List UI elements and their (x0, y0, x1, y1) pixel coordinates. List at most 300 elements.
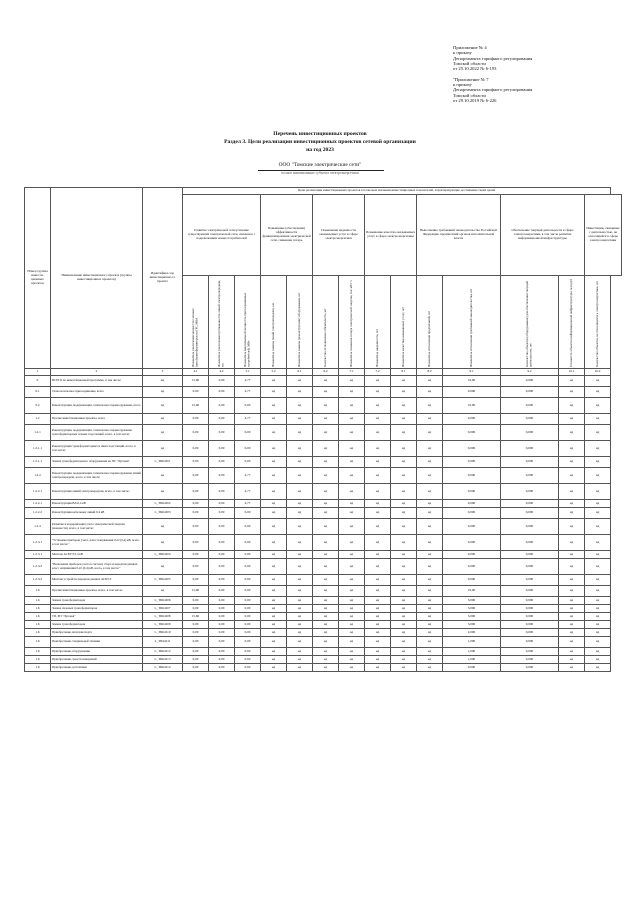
header-indicator (585, 276, 611, 369)
row-value: нд (287, 656, 313, 664)
row-value: 15,60 (183, 586, 209, 597)
row-value: нд (559, 613, 585, 621)
row-value: нд (339, 508, 365, 519)
table-row (25, 376, 622, 387)
row-value: нд (559, 387, 585, 398)
row-value: нд (365, 656, 391, 664)
row-value: 0,00 (235, 425, 261, 441)
row-value: нд (339, 575, 365, 586)
row-value: 19,00 (443, 376, 501, 387)
row-value: 19,00 (443, 398, 501, 414)
row-value: 0,00 (183, 519, 209, 535)
approval-header (453, 45, 633, 103)
table-row (25, 621, 622, 629)
row-value: 3,000 (443, 605, 501, 613)
row-value: нд (559, 484, 585, 500)
row-value: нд (313, 468, 339, 484)
row-value: нд (559, 468, 585, 484)
row-value: нд (261, 484, 287, 500)
header-indicator-label: Показатель увеличения протяженности линий электропередачи, км (216, 280, 225, 367)
row-value: 0,00 (235, 664, 261, 672)
row-value: нд (313, 457, 339, 468)
header-line: Томской области (453, 92, 486, 98)
row-number: 1.2.3.2 (25, 575, 51, 586)
row-value: нд (391, 484, 417, 500)
row-value: 0,000 (443, 508, 501, 519)
header-indicator (183, 276, 209, 369)
row-value: нд (585, 559, 611, 575)
row-number: 1.2.3.2 (25, 559, 51, 575)
row-value: 0,00 (183, 621, 209, 629)
row-value: нд (339, 441, 365, 457)
row-value: 0,00 (183, 648, 209, 656)
row-value: 0,00 (235, 559, 261, 575)
row-value: 0,00 (209, 484, 235, 500)
row-value: 0,00 (209, 629, 235, 637)
row-value: нд (417, 637, 443, 648)
row-value: нд (391, 664, 417, 672)
row-value: нд (313, 484, 339, 500)
column-number: 4.2 (209, 369, 235, 376)
row-value: 0,000 (501, 597, 559, 605)
row-value: 0,000 (443, 519, 501, 535)
row-value: нд (365, 484, 391, 500)
row-value: 0,000 (443, 425, 501, 441)
row-value: нд (313, 425, 339, 441)
row-id: L_TRKO08 (143, 613, 183, 621)
row-value: нд (417, 468, 443, 484)
table-row (25, 551, 622, 559)
table-row (25, 500, 622, 508)
row-value: 0,00 (235, 629, 261, 637)
row-name: Реконструкция, модернизация, техническое перевооружение линий электропередачи, всего, в том числе: (51, 468, 143, 484)
header-indicator-label: Показатель замены (реконструкции) оборудования, шт (296, 292, 301, 367)
row-value: нд (313, 637, 339, 648)
row-value: 0,00 (183, 575, 209, 586)
row-value: нд (339, 648, 365, 656)
column-number: 8.1 (391, 369, 417, 376)
row-value: нд (339, 376, 365, 387)
row-value: 0,00 (209, 457, 235, 468)
row-id: нд (143, 559, 183, 575)
row-value: нд (287, 551, 313, 559)
row-value: нд (585, 629, 611, 637)
row-value: нд (261, 441, 287, 457)
row-value: нд (559, 621, 585, 629)
row-value: 0,000 (501, 398, 559, 414)
row-value: нд (585, 398, 611, 414)
row-value: 1,000 (443, 637, 501, 648)
row-value: 0,00 (209, 605, 235, 613)
row-value: нд (313, 664, 339, 672)
header-line: к приказу (453, 50, 472, 56)
row-value: 0,000 (443, 387, 501, 398)
row-value: нд (261, 508, 287, 519)
row-value: нд (417, 664, 443, 672)
header-indicator-label: Количество исполненных обязательств, шт (322, 308, 327, 367)
row-value: нд (391, 621, 417, 629)
row-value: 0,00 (235, 637, 261, 648)
row-number: 1.2 (25, 414, 51, 425)
row-value: нд (417, 519, 443, 535)
organization-caption: полное наименование субъекта электроэнергетики (281, 171, 359, 175)
doc-title-3: на год 2023 (306, 147, 334, 153)
header-indicator (287, 276, 313, 369)
row-value: нд (339, 500, 365, 508)
row-value: нд (287, 664, 313, 672)
row-value: нд (287, 398, 313, 414)
row-name: Реконструкция, модернизация, техническое перевооружение трансформаторных и иных подстанций, всего, в том числе: (51, 425, 143, 441)
row-value: 0,00 (209, 621, 235, 629)
row-value: нд (559, 586, 585, 597)
row-name: Реконструкция ВЛ-0,4 кВ (51, 500, 143, 508)
row-name: "Установка приборов учета, класс напряжения 0,22 (0,4) кВ, всего, в том числе:" (51, 535, 143, 551)
row-id: нд (143, 535, 183, 551)
row-value: нд (585, 519, 611, 535)
row-value: нд (417, 648, 443, 656)
header-line: "Приложение № 7 (453, 76, 489, 82)
row-number: 1.6 (25, 648, 51, 656)
row-name: Замена трансформаторного оборудования на ПС "Луговая" (51, 457, 143, 468)
row-id: нд (143, 484, 183, 500)
column-number: 6.1 (287, 369, 313, 376)
header-group: Выполнение требований законодательства Российской Федерации, предписаний органов исполнительной власти (417, 195, 501, 276)
doc-title-1: Перечень инвестиционных проектов (273, 131, 367, 137)
row-value: нд (287, 484, 313, 500)
row-id: L_TRKO06 (143, 597, 183, 605)
row-id: нд (143, 519, 183, 535)
row-value: 0,000 (501, 551, 559, 559)
row-value: 0,000 (443, 551, 501, 559)
row-number: 1.2.1 (25, 425, 51, 441)
row-value: нд (417, 500, 443, 508)
row-value: 5,000 (443, 613, 501, 621)
header-line: Департамента тарифного регулирования (453, 87, 533, 93)
header-col-id: Идентифика-тор инвестиционно-го проекта (143, 188, 183, 369)
table-row (25, 457, 622, 468)
row-number: 1.6 (25, 605, 51, 613)
row-value: нд (391, 648, 417, 656)
row-id: нд (143, 376, 183, 387)
row-value: нд (391, 519, 417, 535)
row-value: 0,000 (443, 500, 501, 508)
row-name: "Включение приборов учета в систему сбора и передачи данных, класс напряжения 0,22 (0,4) кВ, всего, в том числе:" (51, 559, 143, 575)
row-value: нд (391, 629, 417, 637)
row-value: нд (417, 613, 443, 621)
row-value: нд (287, 425, 313, 441)
row-value: нд (365, 468, 391, 484)
row-value: нд (313, 551, 339, 559)
row-number: 0 (25, 376, 51, 387)
header-group: Повышение качества оказываемых услуг в сфере электроэнергетики (365, 195, 417, 276)
column-number: 1 (25, 369, 51, 376)
row-value: 4,77 (235, 387, 261, 398)
header-indicator-label: Показатель исполнения предписаний, шт (426, 311, 431, 367)
row-value: нд (313, 586, 339, 597)
row-value: 0,000 (501, 559, 559, 575)
row-id: L_TRKO03 (143, 508, 183, 519)
row-value: нд (261, 597, 287, 605)
row-value: 1,000 (443, 656, 501, 664)
header-indicator-label: Показатель исполнения требований законодательства, шт (468, 288, 473, 367)
header-indicator (339, 276, 365, 369)
row-id: нд (143, 468, 183, 484)
row-value: нд (585, 414, 611, 425)
row-name: Приобретение оргтехники (51, 664, 143, 672)
row-value: нд (313, 508, 339, 519)
row-id: L_TRKO10 (143, 629, 183, 637)
row-value: нд (417, 376, 443, 387)
row-value: 0,00 (235, 508, 261, 519)
row-value: нд (261, 629, 287, 637)
row-value: нд (559, 637, 585, 648)
header-col-num: Номер группы инвести-ционных проектов (25, 188, 51, 369)
row-id: нд (143, 441, 183, 457)
row-value: нд (339, 551, 365, 559)
table-row (25, 605, 622, 613)
row-name: Монтаж АСКУЭ 0,4 кВ (51, 551, 143, 559)
row-value: нд (313, 441, 339, 457)
column-number: 8.2 (417, 369, 443, 376)
row-value: нд (261, 575, 287, 586)
table-row (25, 519, 622, 535)
header-group: Развитие электрической сети/усиление существующей электрической сети, связанное с подключением новых потребителей (183, 195, 261, 276)
row-number: 1.2.2.1 (25, 500, 51, 508)
row-value: 0,000 (501, 508, 559, 519)
column-number: 9.1 (443, 369, 501, 376)
row-value: нд (585, 457, 611, 468)
row-value: нд (287, 500, 313, 508)
row-id: L_TRKO11 (143, 637, 183, 648)
row-value: 3,000 (443, 621, 501, 629)
table-row (25, 597, 622, 605)
row-value: нд (417, 441, 443, 457)
row-value: 0,000 (501, 621, 559, 629)
row-value: нд (313, 629, 339, 637)
row-value: нд (585, 664, 611, 672)
row-value: нд (287, 387, 313, 398)
row-number: 0.2 (25, 398, 51, 414)
row-value: нд (391, 508, 417, 519)
row-value: нд (339, 535, 365, 551)
row-id: L_TRKO13 (143, 656, 183, 664)
row-value: нд (365, 629, 391, 637)
row-name: Технологическое присоединение, всего (51, 387, 143, 398)
row-value: нд (585, 637, 611, 648)
row-value: нд (417, 575, 443, 586)
row-value: нд (391, 398, 417, 414)
row-number: 1.6 (25, 664, 51, 672)
row-value: 0,00 (235, 656, 261, 664)
row-value: 0,000 (501, 414, 559, 425)
row-value: нд (339, 586, 365, 597)
row-value: 0,00 (183, 468, 209, 484)
column-number: 5.1 (235, 369, 261, 376)
row-value: нд (287, 613, 313, 621)
table-row (25, 484, 622, 500)
row-value: нд (585, 387, 611, 398)
row-value: 0,00 (209, 575, 235, 586)
table-row (25, 637, 622, 648)
row-number: 1.6 (25, 613, 51, 621)
header-line: Приложение № 4 (453, 45, 487, 50)
row-value: 0,00 (183, 551, 209, 559)
row-id: L_TRKO07 (143, 605, 183, 613)
row-value: нд (559, 535, 585, 551)
row-name: Реконструкция линий электропередачи, всего, в том числе: (51, 484, 143, 500)
row-name: Замена трансформаторов (51, 597, 143, 605)
row-value: 0,000 (501, 629, 559, 637)
header-indicator (501, 276, 559, 369)
row-value: нд (287, 468, 313, 484)
row-number: 1.2.3.1 (25, 535, 51, 551)
header-line: от 29.10.2019 № 6-226 (453, 97, 497, 103)
row-value: нд (391, 376, 417, 387)
row-value: 0,000 (443, 575, 501, 586)
row-value: нд (287, 597, 313, 605)
column-number: 2 (51, 369, 143, 376)
header-indicator-label: Показатель надежности, шт (374, 329, 379, 367)
row-value: нд (339, 484, 365, 500)
row-value: нд (339, 414, 365, 425)
row-value: нд (365, 575, 391, 586)
row-value: нд (559, 656, 585, 664)
row-value: нд (287, 629, 313, 637)
row-value: нд (339, 621, 365, 629)
row-name: Монтаж устройств передачи данных АСКУЭ (51, 575, 143, 586)
row-value: нд (559, 508, 585, 519)
row-value: 0,000 (501, 484, 559, 500)
goals-table (24, 187, 622, 672)
column-number: 7.1 (339, 369, 365, 376)
row-value: нд (313, 613, 339, 621)
row-value: 0,000 (501, 535, 559, 551)
row-value: нд (417, 586, 443, 597)
row-value: 0,00 (235, 613, 261, 621)
row-value: 0,00 (209, 376, 235, 387)
row-value: 0,00 (209, 664, 235, 672)
header-indicator-label: Показатель снижения потерь электрической энергии, тыс.кВт·ч (348, 280, 353, 367)
row-value: 0,00 (183, 387, 209, 398)
row-value: нд (559, 441, 585, 457)
row-value: нд (559, 597, 585, 605)
row-value: нд (559, 414, 585, 425)
table-row (25, 613, 622, 621)
header-line: к приказу (453, 82, 472, 88)
row-value: 0,00 (209, 613, 235, 621)
row-value: нд (559, 398, 585, 414)
row-value: нд (313, 376, 339, 387)
row-number: 1.2.3 (25, 519, 51, 535)
row-value: 0,00 (235, 575, 261, 586)
column-number: 4.1 (183, 369, 209, 376)
row-value: нд (287, 621, 313, 629)
row-value: 0,000 (501, 575, 559, 586)
row-value: нд (559, 500, 585, 508)
row-value: нд (585, 621, 611, 629)
row-value: 0,00 (209, 519, 235, 535)
row-value: 0,000 (501, 387, 559, 398)
row-value: нд (313, 559, 339, 575)
row-value: нд (287, 559, 313, 575)
row-value: нд (365, 387, 391, 398)
row-value: нд (391, 637, 417, 648)
row-value: нд (287, 648, 313, 656)
row-value: нд (261, 621, 287, 629)
row-value: 0,00 (209, 468, 235, 484)
table-row (25, 398, 622, 414)
row-value: нд (261, 519, 287, 535)
row-value: нд (261, 605, 287, 613)
row-value: нд (417, 414, 443, 425)
row-value: 0,00 (209, 441, 235, 457)
row-value: 0,00 (209, 551, 235, 559)
column-number: 9.2 (501, 369, 559, 376)
row-value: 0,00 (183, 597, 209, 605)
row-value: нд (365, 559, 391, 575)
row-number: 1.2.2 (25, 468, 51, 484)
row-value: 0,000 (501, 648, 559, 656)
header-indicator (417, 276, 443, 369)
row-value: 0,00 (183, 414, 209, 425)
table-row (25, 387, 622, 398)
row-value: нд (559, 559, 585, 575)
row-value: нд (313, 605, 339, 613)
row-value: нд (585, 656, 611, 664)
row-value: 0,00 (235, 605, 261, 613)
row-value: нд (261, 387, 287, 398)
row-value: 0,000 (501, 656, 559, 664)
row-value: нд (417, 656, 443, 664)
header-indicator (261, 276, 287, 369)
row-value: 0,00 (209, 648, 235, 656)
row-id: L_TRKO01 (143, 457, 183, 468)
row-value: нд (313, 535, 339, 551)
row-value: 0,00 (235, 551, 261, 559)
row-value: 0,000 (501, 586, 559, 597)
row-value: нд (339, 519, 365, 535)
row-value: нд (365, 551, 391, 559)
row-value: 0,00 (183, 664, 209, 672)
header-indicator-label: Показатель максимальной мощности присоединяемых потребителей, МВт (242, 292, 251, 367)
row-value: 0,00 (183, 484, 209, 500)
row-value: 0,00 (183, 559, 209, 575)
header-line: от 25.10.2022 № 6-193 (453, 66, 497, 72)
row-value: нд (287, 535, 313, 551)
row-name: Реконструкция, модернизация, техническое перевооружение, всего (51, 398, 143, 414)
row-number: 0.1 (25, 387, 51, 398)
row-value: нд (391, 535, 417, 551)
row-value: нд (391, 457, 417, 468)
row-value: нд (261, 414, 287, 425)
row-value: 4,77 (235, 500, 261, 508)
organization-name: ООО "Томские электрические сети" (278, 162, 362, 168)
row-value: 0,000 (501, 500, 559, 508)
row-value: 0,000 (443, 559, 501, 575)
row-value: 0,00 (183, 500, 209, 508)
row-value: 0,00 (209, 656, 235, 664)
row-name: Прочие инвестиционные проекты, всего (51, 414, 143, 425)
row-value: нд (339, 468, 365, 484)
header-indicator (235, 276, 261, 369)
header-line: Департамента тарифного регулирования (453, 55, 533, 61)
row-value: нд (365, 519, 391, 535)
header-indicator-label: Количество объектов, не относящихся к электроэнергетике, шт (594, 281, 599, 367)
row-value: нд (339, 637, 365, 648)
row-name: Замена силовых трансформаторов (51, 605, 143, 613)
row-value: 0,00 (209, 398, 235, 414)
row-value: нд (313, 575, 339, 586)
